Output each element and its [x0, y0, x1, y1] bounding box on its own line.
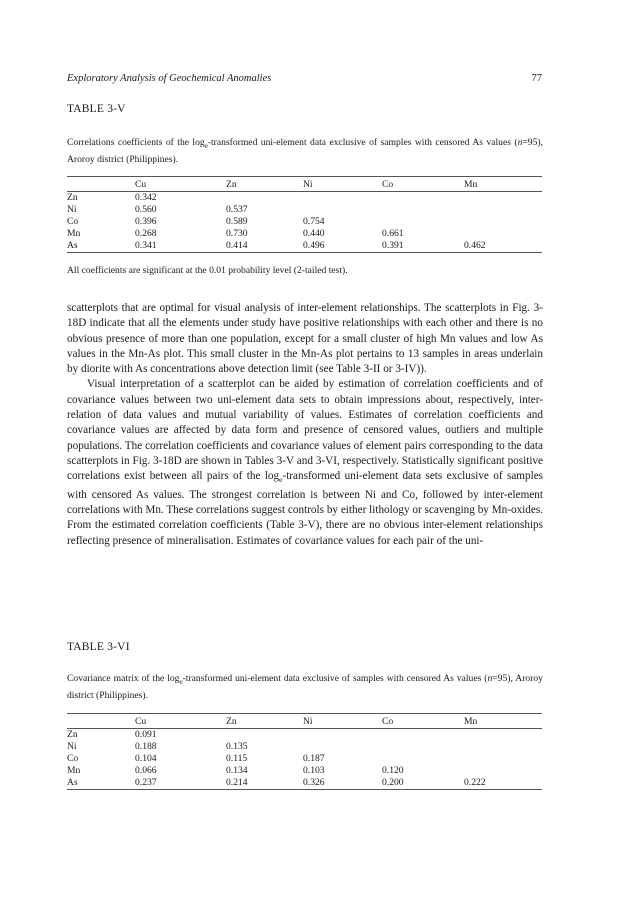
table-cell: [382, 741, 464, 753]
table-3-vi-caption: Covariance matrix of the $\log_e$-transformed uni-element data exclusive of samples with censored As values (n=95), Aroroy district (Philippines).: [67, 673, 543, 701]
column-header: Co: [382, 714, 464, 729]
table-cell: 0.341: [135, 240, 226, 253]
table-cell: [464, 729, 542, 742]
row-header: Mn: [67, 765, 81, 776]
row-header: As: [67, 777, 135, 790]
table-cell: 0.440: [303, 228, 325, 239]
table-cell: 0.135: [226, 741, 248, 752]
table-cell: [226, 192, 303, 205]
table-cell: [464, 753, 542, 765]
column-header: Ni: [303, 177, 382, 192]
table-header-row: [67, 177, 542, 192]
table-cell: 0.754: [303, 216, 325, 227]
table-cell: [382, 729, 464, 742]
table-cell: [303, 729, 382, 742]
table-cell: 0.414: [226, 240, 303, 253]
table-row: [67, 765, 542, 777]
column-header: [67, 177, 135, 192]
correlation-table: [67, 176, 542, 253]
table-3-v-footnote: All coefficients are significant at the 0.01 probability level (2-tailed test).: [67, 265, 348, 276]
table-cell: [226, 729, 303, 742]
table-cell: 0.200: [382, 777, 464, 790]
table-cell: [382, 753, 464, 765]
table-cell: 0.104: [135, 753, 157, 764]
table-3-vi-label: TABLE 3-VI: [67, 641, 130, 653]
column-header: Zn: [226, 714, 303, 729]
table-cell: 0.560: [135, 204, 157, 215]
table-cell: [303, 204, 382, 216]
table-cell: [303, 192, 382, 205]
column-header: Zn: [226, 177, 303, 192]
table-cell: [382, 216, 464, 228]
table-cell: 0.222: [464, 777, 542, 790]
row-header: Co: [67, 216, 79, 227]
table-cell: 0.187: [303, 753, 325, 764]
table-cell: [464, 204, 542, 216]
table-cell: 0.214: [226, 777, 303, 790]
table-3-v-label: TABLE 3-V: [67, 103, 126, 115]
table-cell: [382, 192, 464, 205]
table-cell: 0.091: [135, 729, 157, 740]
table-row: [67, 228, 542, 240]
table-cell: [382, 204, 464, 216]
row-header: Ni: [67, 204, 77, 215]
table-cell: [464, 216, 542, 228]
table-row: [67, 192, 542, 205]
table-cell: 0.268: [135, 228, 157, 239]
table-row: [67, 753, 542, 765]
table-cell: 0.115: [226, 753, 248, 764]
table-cell: 0.661: [382, 228, 404, 239]
table-header-row: [67, 714, 542, 729]
table-cell: 0.391: [382, 240, 464, 253]
table-row: [67, 741, 542, 753]
table-row: [67, 729, 542, 742]
body-paragraph: scatterplots that are optimal for visual analysis of inter-element relationships. The scatterplots in Fig. 3-18D indicate that all the elements under study have positive relationships with each other and there is no obvious presence of more than one population, except for a small cluster of high Mn values and low As values in the Mn-As plot. This small cluster in the Mn-As plot pertains to 13 samples in areas underlain by diorite with As concentrations above detection limit (see Table 3-II or 3-IV)).: [67, 302, 543, 376]
table-cell: 0.103: [303, 765, 325, 776]
table-row: [67, 777, 542, 790]
running-title: Exploratory Analysis of Geochemical Anomalies: [67, 73, 272, 84]
table-cell: 0.120: [382, 765, 404, 776]
row-header: Ni: [67, 741, 77, 752]
column-header: Cu: [135, 714, 226, 729]
table-cell: [464, 765, 542, 777]
page-number: 77: [531, 73, 542, 84]
covariance-table: [67, 713, 542, 790]
body-text: [67, 301, 543, 549]
table-cell: [303, 741, 382, 753]
table-cell: 0.589: [226, 216, 248, 227]
row-header: Zn: [67, 192, 78, 203]
table-cell: 0.188: [135, 741, 157, 752]
table-row: [67, 240, 542, 253]
column-header: [67, 714, 135, 729]
table-cell: 0.066: [135, 765, 157, 776]
row-header: Mn: [67, 228, 81, 239]
row-header: Co: [67, 753, 79, 764]
table-cell: 0.496: [303, 240, 382, 253]
column-header: Co: [382, 177, 464, 192]
table-cell: 0.237: [135, 777, 226, 790]
table-cell: 0.537: [226, 204, 248, 215]
table-cell: 0.134: [226, 765, 248, 776]
column-header: Mn: [464, 177, 542, 192]
table-row: [67, 204, 542, 216]
table-cell: 0.730: [226, 228, 248, 239]
table-cell: [464, 228, 542, 240]
column-header: Ni: [303, 714, 382, 729]
table-cell: 0.342: [135, 192, 157, 203]
row-header: Zn: [67, 729, 78, 740]
column-header: Cu: [135, 177, 226, 192]
table-cell: 0.396: [135, 216, 157, 227]
body-paragraph: Visual interpretation of a scatterplot can be aided by estimation of correlation coefficients and of covariance values between two uni-element data sets to obtain impressions about, respectively, inter-relation of data values and mutual variability of values. Estimates of correlation coefficients and covariance values are affected by data form and presence of censored values, outliers and multiple populations. The correlation coefficients and covariance values of element pairs corresponding to the data scatterplots in Fig. 3-18D are shown in Tables 3-V and 3-VI, respectively. Statistically significant positive correlations exist between all pairs of the $\log_e$-transformed uni-element data sets exclusive of samples with censored As values. The strongest correlation is between Ni and Co, followed by inter-element correlations with Mn. These correlations suggest controls by either lithology or scavenging by Mn-oxides. From the estimated correlation coefficients (Table 3-V), there are no obvious inter-element relationships reflecting presence of mineralisation. Estimates of covariance values for each pair of the uni-: [67, 378, 544, 547]
table-cell: [464, 741, 542, 753]
table-cell: 0.326: [303, 777, 382, 790]
column-header: Mn: [464, 714, 542, 729]
table-row: [67, 216, 542, 228]
table-cell: [464, 192, 542, 205]
table-3-v-caption: Correlations coefficients of the $\log_e$-transformed uni-element data exclusive of samples with censored As values (n=95), Aroroy district (Philippines).: [67, 137, 543, 165]
table-cell: 0.462: [464, 240, 542, 253]
row-header: As: [67, 240, 135, 253]
